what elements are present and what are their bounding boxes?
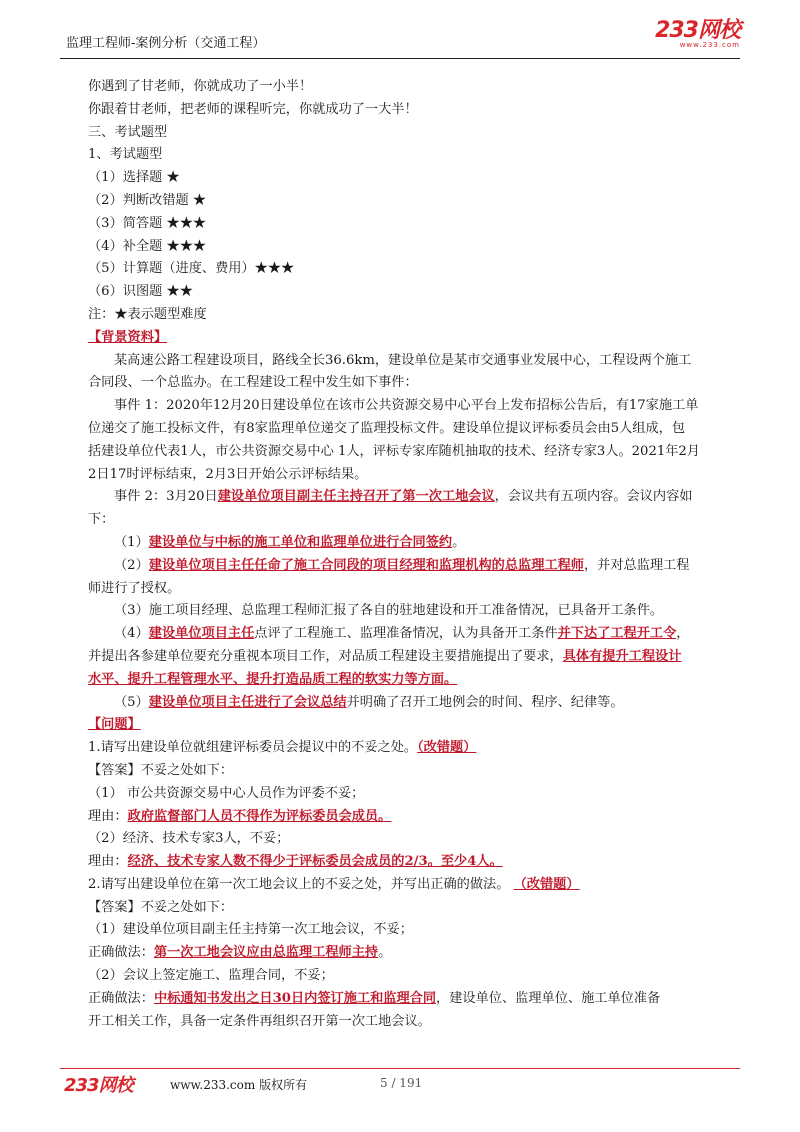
text-line xyxy=(88,988,740,1011)
highlighted-text: （改错题） xyxy=(417,740,477,756)
text-line xyxy=(88,99,740,122)
text-span: （3）施工项目经理、总监理工程师汇报了各自的驻地建设和开工准备情况，已具备开工条件。 xyxy=(114,603,664,619)
text-span: 【答案】 xyxy=(88,762,141,778)
text-line xyxy=(88,600,740,623)
footer-logo: 233网校 xyxy=(64,1075,133,1096)
text-span: （1） xyxy=(114,534,149,550)
text-line xyxy=(88,167,740,190)
text-span: 三、考试题型 xyxy=(88,124,168,140)
highlighted-text: 水平、提升工程管理水平、提升打造品质工程的软实力等方面。 xyxy=(88,671,458,687)
text-span: 合同段、一个总监办。在工程建设工程中发生如下事件： xyxy=(88,375,418,391)
text-line xyxy=(88,1011,740,1034)
text-line xyxy=(88,714,740,737)
text-line xyxy=(88,372,740,395)
text-line xyxy=(88,897,740,920)
text-span: 点评了工程施工、监理准备情况，认为具备开工条件 xyxy=(254,626,558,642)
highlighted-text: 【背景资料】 xyxy=(88,329,168,345)
text-span: 开工相关工作，具备一定条件再组织召开第一次工地会议。 xyxy=(88,1013,431,1029)
text-span: 理由： xyxy=(88,854,128,870)
text-line xyxy=(88,942,740,965)
highlighted-text: 【问题】 xyxy=(88,717,141,733)
text-span: （2） xyxy=(114,557,149,573)
text-line xyxy=(88,578,740,601)
text-span: 1、考试题型 xyxy=(88,147,163,163)
text-span: 括建设单位代表1人，市公共资源交易中心 1人，评标专家库随机抽取的技术、经济专家3人。2021年2月 xyxy=(88,443,700,459)
highlighted-text: 具体有提升工程设计 xyxy=(562,648,682,664)
text-line xyxy=(88,646,740,669)
text-span: 1.请写出建设单位就组建评标委员会提议中的不妥之处。 xyxy=(88,740,418,756)
text-span: ，并对总监理工程 xyxy=(583,557,690,573)
text-line xyxy=(88,258,740,281)
page-header xyxy=(60,18,740,59)
highlighted-text: 建设单位项目主任 xyxy=(148,626,255,642)
text-span: 你跟着甘老师，把老师的课程听完，你就成功了一大半！ xyxy=(88,101,418,117)
copyright-text: www.233.com 版权所有 xyxy=(170,1078,308,1092)
document-body xyxy=(88,76,740,1033)
text-span: （2）会议上签定施工、监理合同，不妥； xyxy=(88,968,334,984)
logo-text: 233网校 xyxy=(655,18,740,43)
text-span: 不妥之处如下： xyxy=(140,899,234,915)
text-line xyxy=(88,486,740,509)
text-span: （6）识图题 ★★ xyxy=(88,284,193,300)
highlighted-text: 中标通知书发出之日30日内签订施工和监理合同 xyxy=(153,990,437,1006)
text-line xyxy=(88,692,740,715)
text-span: 师进行了授权。 xyxy=(88,580,181,596)
text-line xyxy=(88,190,740,213)
text-line xyxy=(88,395,740,418)
text-line xyxy=(88,144,740,167)
text-span: 位递交了施工投标文件，有8家监理单位递交了监理投标文件。建设单位提议评标委员会由5人组成，包 xyxy=(88,420,686,436)
text-span: （4）补全题 ★★★ xyxy=(88,238,207,254)
text-span: 你遇到了甘老师，你就成功了一小半！ xyxy=(88,79,313,94)
text-span: 正确做法： xyxy=(88,945,154,961)
highlighted-text: 建设单位项目主任任命了施工合同段的项目经理和监理机构的总监理工程师 xyxy=(148,557,584,573)
text-span: 不妥之处如下： xyxy=(140,762,234,778)
text-span: 并提出各参建单位要充分重视本项目工作，对品质工程建设主要措施提出了要求， xyxy=(88,648,563,664)
text-line xyxy=(88,828,740,851)
text-line xyxy=(88,122,740,145)
text-span: 事件 2：3月20日 xyxy=(114,489,218,505)
text-span: 。 xyxy=(452,534,466,550)
highlighted-text: （改错题） xyxy=(513,876,580,892)
text-line xyxy=(88,213,740,236)
text-span: （1） 市公共资源交易中心人员作为评委不妥； xyxy=(88,785,365,801)
text-line xyxy=(88,737,740,760)
text-line xyxy=(88,919,740,942)
text-span: （5）计算题（进度、费用）★★★ xyxy=(88,261,295,277)
text-line xyxy=(88,304,740,327)
text-span: 并明确了召开工地例会的时间、程序、纪律等。 xyxy=(346,694,624,710)
text-line xyxy=(88,874,740,897)
text-span: 2日17时评标结束，2月3日开始公示评标结果。 xyxy=(88,466,368,482)
text-line xyxy=(88,783,740,806)
text-span: 事件 1：2020年12月20日建设单位在该市公共资源交易中心平台上发布招标公告后，有17家施工单 xyxy=(114,398,699,414)
text-line xyxy=(88,532,740,555)
text-line xyxy=(88,509,740,532)
text-line xyxy=(88,555,740,578)
text-span: ， xyxy=(676,626,690,642)
brand-logo xyxy=(655,20,740,49)
text-span: 下： xyxy=(88,512,115,528)
text-span: （1）建设单位项目副主任主持第一次工地会议，不妥； xyxy=(88,922,413,938)
logo-url: www.233.com xyxy=(679,41,740,49)
text-line xyxy=(88,327,740,350)
text-span: ，建设单位、监理单位、施工单位准备 xyxy=(436,990,661,1006)
text-line xyxy=(88,464,740,487)
text-span: （3）简答题 ★★★ xyxy=(88,215,207,231)
text-line xyxy=(88,806,740,829)
text-line xyxy=(88,441,740,464)
text-span: 正确做法： xyxy=(88,990,154,1006)
text-span: （1）选择题 ★ xyxy=(88,170,180,186)
page-footer xyxy=(60,1068,740,1095)
text-span: （5） xyxy=(114,694,149,710)
text-line xyxy=(88,350,740,373)
text-span: 某高速公路工程建设项目，路线全长36.6km，建设单位是某市交通事业发展中心，工程设两个施工 xyxy=(114,352,692,368)
text-line xyxy=(88,623,740,646)
text-span: （2）判断改错题 ★ xyxy=(88,192,207,208)
highlighted-text: 建设单位项目主任 xyxy=(148,694,255,710)
highlighted-text: 建设单位项目副主任主持召开了第一次工地会议 xyxy=(217,489,495,505)
text-span: （4） xyxy=(114,626,149,642)
text-span: 。 xyxy=(378,945,392,961)
text-line xyxy=(88,281,740,304)
text-line xyxy=(88,418,740,441)
highlighted-text: 政府监督部门人员不得作为评标委员会成员。 xyxy=(127,808,392,824)
text-line xyxy=(88,669,740,692)
text-line xyxy=(88,965,740,988)
highlighted-text: 进行了会议总结 xyxy=(254,694,347,710)
highlighted-text: 经济、技术专家人数不得少于评标委员会成员的2/3。至少4人。 xyxy=(127,854,503,870)
text-span: 2.请写出建设单位在第一次工地会议上的不妥之处，并写出正确的做法。 xyxy=(88,876,514,892)
text-span: 【答案】 xyxy=(88,899,141,915)
text-span: 理由： xyxy=(88,808,128,824)
text-line xyxy=(88,851,740,874)
highlighted-text: 建设单位与中标的施工单位和监理单位进行合同签约 xyxy=(148,534,453,550)
text-span: ，会议共有五项内容。会议内容如 xyxy=(494,489,693,505)
highlighted-text: 并下达了工程开工令 xyxy=(557,626,677,642)
text-line xyxy=(88,76,740,99)
text-line xyxy=(88,236,740,259)
text-line xyxy=(88,760,740,783)
highlighted-text: 第一次工地会议应由总监理工程师主持 xyxy=(153,945,379,961)
document-title: 监理工程师-案例分析（交通工程） xyxy=(66,36,266,51)
text-span: （2）经济、技术专家3人，不妥； xyxy=(88,831,290,847)
page-number: 5 / 191 xyxy=(380,1076,423,1090)
text-span: 注：★表示题型难度 xyxy=(88,306,207,322)
